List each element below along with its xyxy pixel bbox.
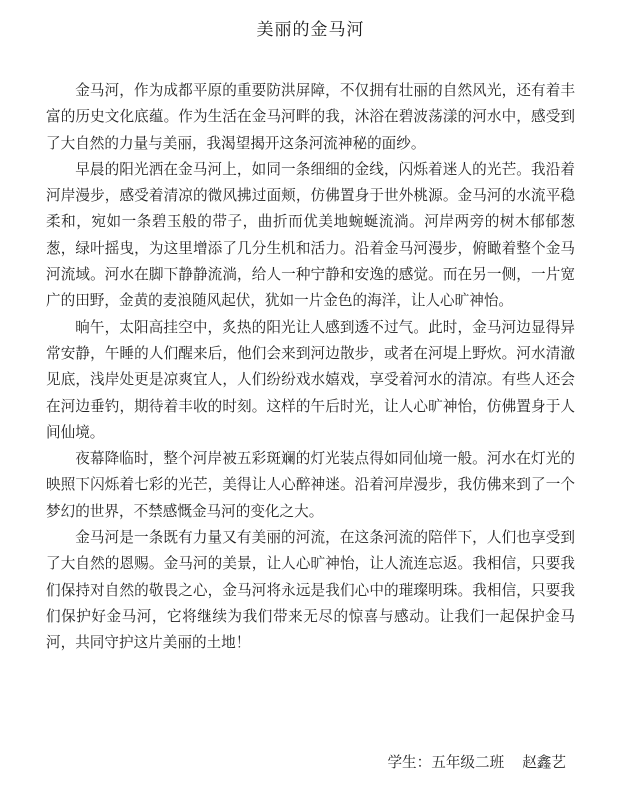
paragraph-5: 金马河是一条既有力量又有美丽的河流，在这条河流的陪伴下，人们也享受到了大自然的恩赐。金马河的美景，让人心旷神怡，让人流连忘返。我相信，只要我们保持对自然的敬畏之心，金马河将永远是我们心中的璀璨明珠。我相信，只要我们保护好金马河，它将继续为我们带来无尽的惊喜与感动。让我们一起保护金马河，共同守护这片美丽的土地！	[46, 529, 575, 652]
student-name: 赵鑫艺	[522, 754, 566, 771]
paragraph-3: 晌午，太阳高挂空中，炙热的阳光让人感到透不过气。此时，金马河边显得异常安静，午睡的人们醒来后，他们会来到河边散步，或者在河堤上野炊。河水清澈见底，浅岸处更是凉爽宜人，人们纷纷戏水嬉戏，享受着河水的清凉。有些人还会在河边垂钓，期待着丰收的时刻。这样的午后时光，让人心旷神怡，仿佛置身于人间仙境。	[46, 318, 575, 441]
paragraph-4: 夜幕降临时，整个河岸被五彩斑斓的灯光装点得如同仙境一般。河水在灯光的映照下闪烁着七彩的光芒，美得让人心醉神迷。沿着河岸漫步，我仿佛来到了一个梦幻的世界，不禁感慨金马河的变化之大。	[46, 450, 575, 520]
essay-title: 美丽的金马河	[256, 20, 365, 40]
paragraph-1: 金马河，作为成都平原的重要防洪屏障，不仅拥有壮丽的自然风光，还有着丰富的历史文化底蕴。作为生活在金马河畔的我，沐浴在碧波荡漾的河水中，感受到了大自然的力量与美丽，我渴望揭开这条河流神秘的面纱。	[46, 82, 575, 152]
essay-body	[46, 78, 575, 657]
student-class: 学生：五年级二班	[387, 754, 505, 771]
paragraph-2: 早晨的阳光洒在金马河上，如同一条细细的金线，闪烁着迷人的光芒。我沿着河岸漫步，感受着清凉的微风拂过面颊，仿佛置身于世外桃源。金马河的水流平稳柔和，宛如一条碧玉般的带子，曲折而优美地蜿蜒流淌。河岸两旁的树木郁郁葱葱，绿叶摇曳，为这里增添了几分生机和活力。沿着金马河漫步，俯瞰着整个金马河流域。河水在脚下静静流淌，给人一种宁静和安逸的感觉。而在另一侧，一片宽广的田野，金黄的麦浪随风起伏，犹如一片金色的海洋，让人心旷神怡。	[46, 160, 575, 310]
author-signature	[387, 752, 566, 774]
